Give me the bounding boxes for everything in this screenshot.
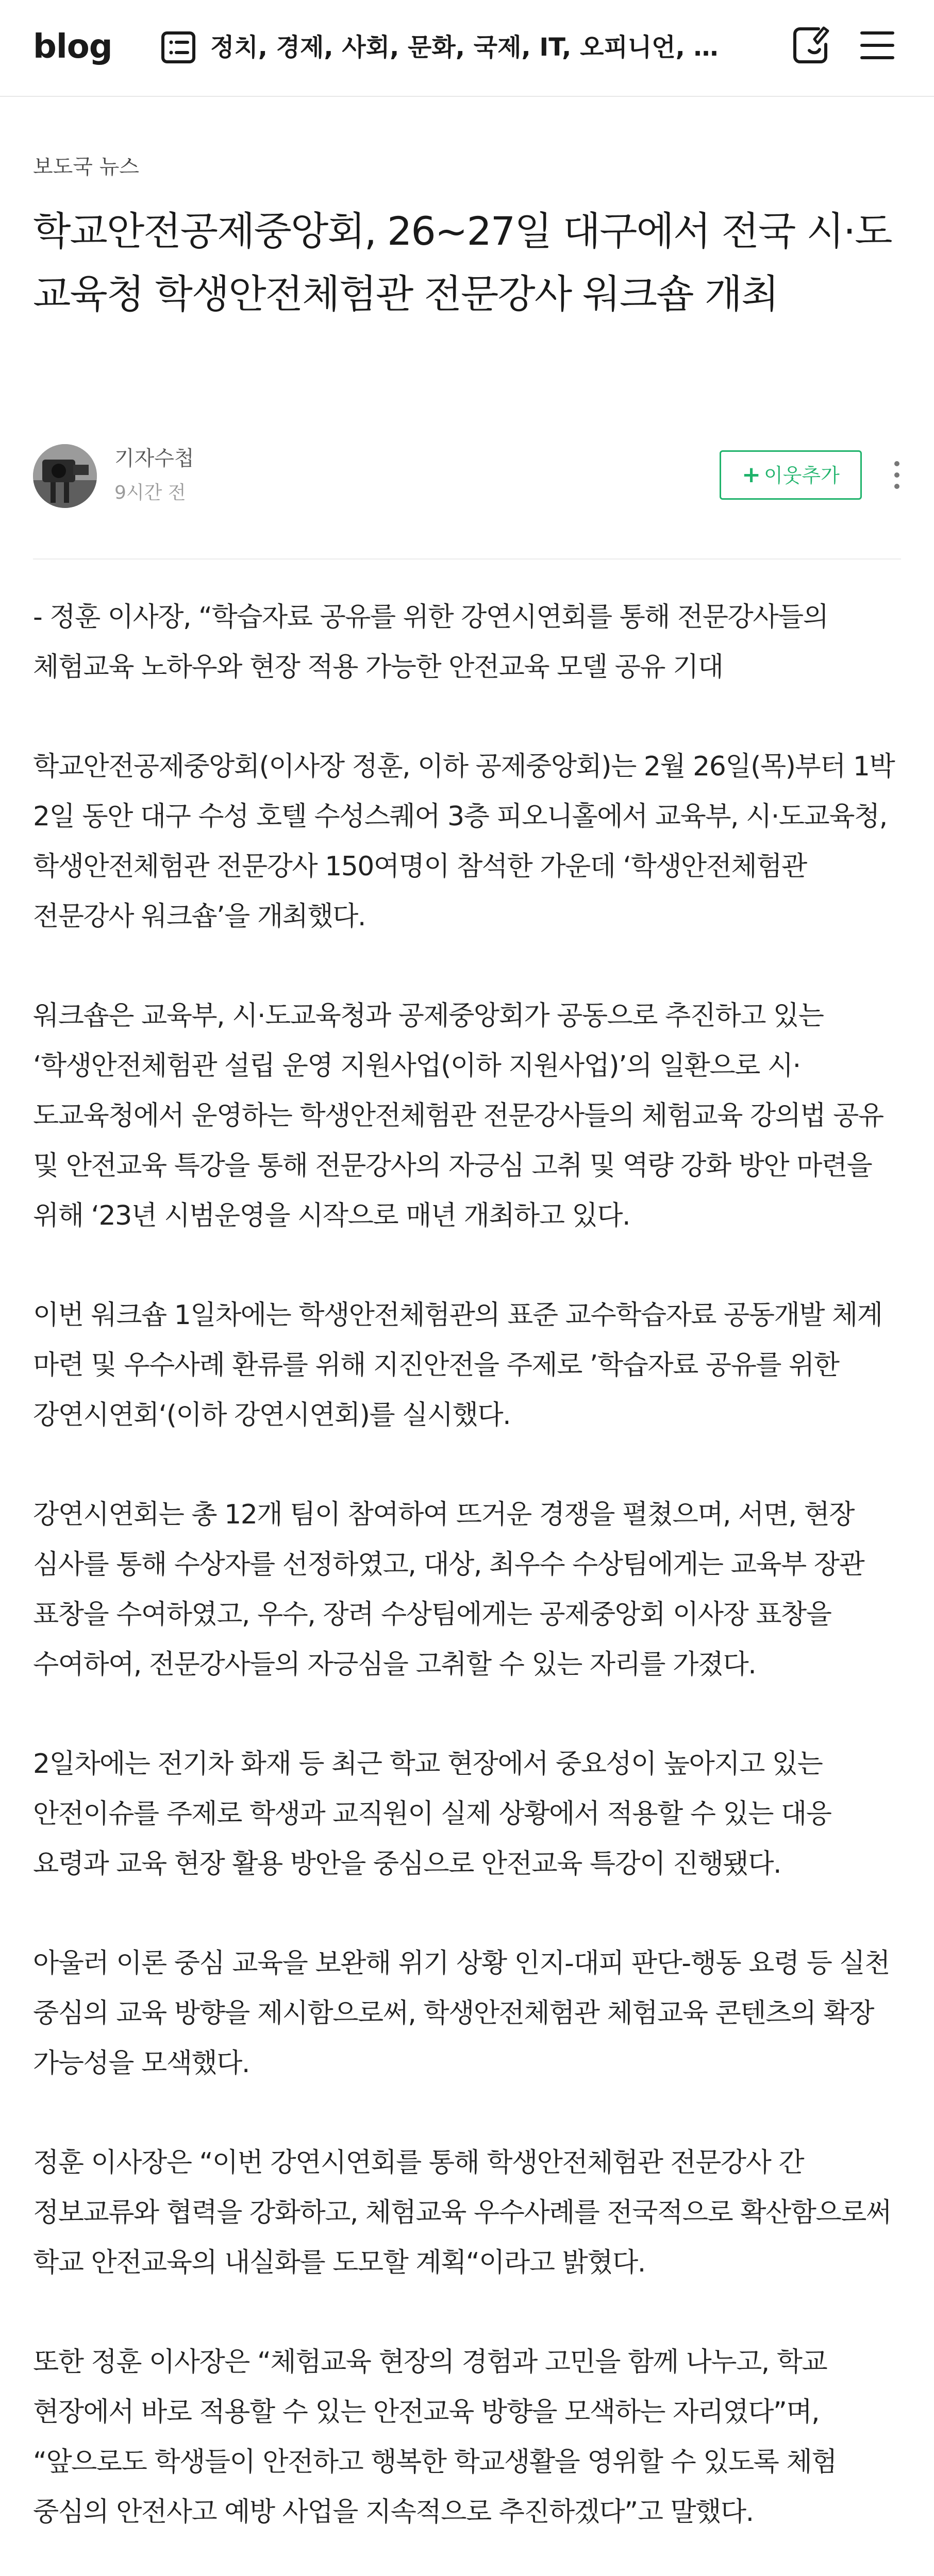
avatar[interactable] xyxy=(33,444,97,508)
paragraph: 2일차에는 전기차 화재 등 최근 학교 현장에서 중요성이 높아지고 있는 안전이슈를 주제로 학생과 교직원이 실제 상황에서 적용할 수 있는 대응 요령과 교육 현장 활용 방안을 중심으로 안전교육 특강이 진행됐다. xyxy=(33,1749,831,1879)
post-time: 9시간 전 xyxy=(114,482,186,503)
follow-label: 이웃추가 xyxy=(764,464,840,487)
edit-icon[interactable] xyxy=(789,24,832,67)
paragraph: 또한 정훈 이사장은 “체험교육 현장의 경험과 고민을 함께 나누고, 학교 현장에서 바로 적용할 수 있는 안전교육 방향을 모색하는 자리였다”며, “앞으로도 학생들이 안전하고 행복한 학교생활을 영위할 수 있도록 체험 중심의 안전사고 예방 사업을 지속적으로 추진하겠다”고 말했다. xyxy=(33,2347,837,2528)
paragraph: - 정훈 이사장, “학습자료 공유를 위한 강연시연회를 통해 전문강사들의 체험교육 노하우와 현장 적용 가능한 안전교육 모델 공유 기대 xyxy=(33,602,828,683)
section-label[interactable]: 보도국 뉴스 xyxy=(33,155,139,179)
list-icon[interactable] xyxy=(160,29,197,66)
paragraph: 아울러 이론 중심 교육을 보완해 위기 상황 인지-대피 판단-행동 요령 등 실천 중심의 교육 방향을 제시함으로써, 학생안전체험관 체험교육 콘텐츠의 확장 가능성을 모색했다. xyxy=(33,1948,890,2079)
top-bar xyxy=(0,0,934,97)
article-headline: 학교안전공제중앙회, 26~27일 대구에서 전국 시·도교육청 학생안전체험관 전문강사 워크숍 개최 xyxy=(33,208,892,317)
author-name[interactable]: 기자수첩 xyxy=(114,447,194,470)
more-options-icon[interactable] xyxy=(881,453,912,497)
follow-button[interactable] xyxy=(720,450,862,500)
category-list[interactable]: 정치, 경제, 사회, 문화, 국제, IT, 오피니언, … xyxy=(210,33,719,62)
paragraph: 학교안전공제중앙회(이사장 정훈, 이하 공제중앙회)는 2월 26일(목)부터 1박 2일 동안 대구 수성 호텔 수성스퀘어 3층 피오니홀에서 교육부, 시·도교육청, 학생안전체험관 전문강사 150여명이 참석한 가운데 ‘학생안전체험관 전문강사 워크숍’을 개최했다. xyxy=(33,751,895,932)
paragraph: 워크숍은 교육부, 시·도교육청과 공제중앙회가 공동으로 추진하고 있는 ‘학생안전체험관 설립 운영 지원사업(이하 지원사업)’의 일환으로 시·도교육청에서 운영하는 학생안전체험관 전문강사들의 체험교육 강의법 공유 및 안전교육 특강을 통해 전문강사의 자긍심 고취 및 역량 강화 방안 마련을 위해 ‘23년 시범운영을 시작으로 매년 개최하고 있다. xyxy=(33,1001,883,1231)
hamburger-menu-icon[interactable] xyxy=(856,24,899,67)
avatar-photo-icon xyxy=(33,444,97,508)
plus-icon: + xyxy=(742,462,761,488)
blog-logo[interactable]: blog xyxy=(33,28,112,66)
divider xyxy=(33,558,901,560)
paragraph: 이번 워크숍 1일차에는 학생안전체험관의 표준 교수학습자료 공동개발 체계 마련 및 우수사례 환류를 위해 지진안전을 주제로 ’학습자료 공유를 위한 강연시연회‘(이하 강연시연회)를 실시했다. xyxy=(33,1300,882,1431)
paragraph: 강연시연회는 총 12개 팀이 참여하여 뜨거운 경쟁을 펼쳤으며, 서면, 현장 심사를 통해 수상자를 선정하였고, 대상, 최우수 수상팀에게는 교육부 장관 표창을 수여하였고, 우수, 장려 수상팀에게는 공제중앙회 이사장 표창을 수여하여, 전문강사들의 자긍심을 고취할 수 있는 자리를 가졌다. xyxy=(33,1499,864,1680)
paragraph: 정훈 이사장은 “이번 강연시연회를 통해 학생안전체험관 전문강사 간 정보교류와 협력을 강화하고, 체험교육 우수사례를 전국적으로 확산함으로써 학교 안전교육의 내실화를 도모할 계획“이라고 밝혔다. xyxy=(33,2147,891,2278)
article-body xyxy=(33,592,904,2576)
